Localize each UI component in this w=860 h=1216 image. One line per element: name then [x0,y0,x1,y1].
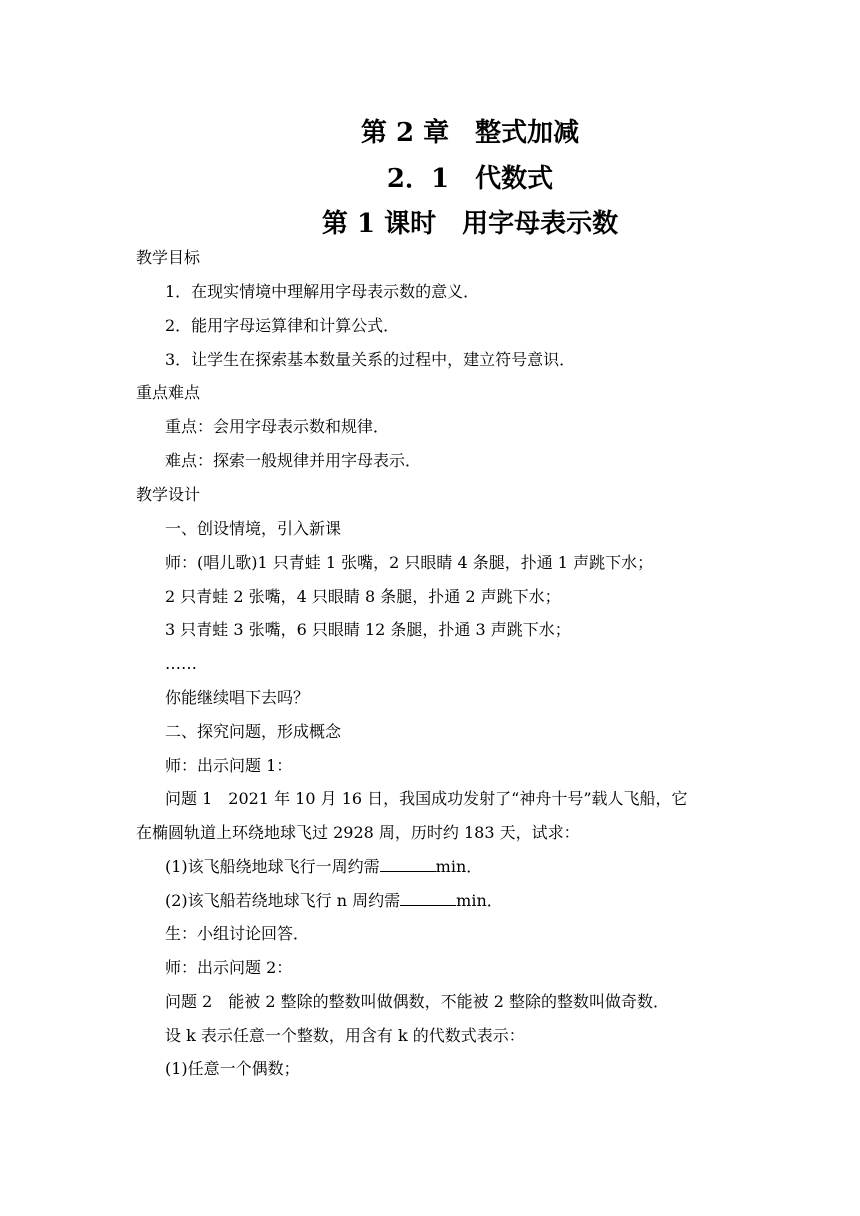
problem2-question1: (1)任意一个偶数； [165,1059,300,1078]
objectives-heading: 教学目标 [136,248,201,267]
lesson-title: 第 1 课时 用字母表示数 [321,209,619,239]
problem1-question2 [165,891,503,911]
part2-heading: 二、探究问题，形成概念 [165,722,342,741]
objective-item: 2．能用字母运算律和计算公式． [165,316,400,335]
student-answer: 生：小组讨论回答． [165,924,310,943]
continue-question: 你能继续唱下去吗？ [165,688,310,707]
part1-heading: 一、创设情境，引入新课 [165,519,342,538]
problem2-text: 设 k 表示任意一个整数，用含有 k 的代数式表示： [165,1026,525,1045]
song-line: 2 只青蛙 2 张嘴，4 只眼睛 8 条腿，扑通 2 声跳下水； [165,587,561,606]
answer-blank [400,891,456,906]
teacher-show-problem2: 师：出示问题 2： [165,958,293,977]
difficulty: 难点：探索一般规律并用字母表示． [165,451,422,470]
answer-blank [380,857,436,872]
question-suffix: min． [435,857,483,876]
problem2-text: 问题 2 能被 2 整除的整数叫做偶数，不能被 2 整除的整数叫做奇数． [165,992,669,1011]
problem1-question1 [165,857,482,877]
key-point: 重点：会用字母表示数和规律． [165,417,390,436]
problem1-text: 在椭圆轨道上环绕地球飞过 2928 周，历时约 183 天，试求： [136,823,580,842]
ellipsis: …… [165,654,197,673]
section-title: 2．1 代数式 [386,164,554,194]
objective-item: 3．让学生在探索基本数量关系的过程中，建立符号意识． [165,350,576,369]
design-heading: 教学设计 [136,485,201,504]
chapter-title: 第 2 章 整式加减 [360,118,580,148]
song-line: 师：(唱儿歌)1 只青蛙 1 张嘴，2 只眼睛 4 条腿，扑通 1 声跳下水； [165,553,654,572]
question-suffix: min． [456,891,503,910]
objective-item: 1．在现实情境中理解用字母表示数的意义． [165,282,480,301]
teacher-show-problem1: 师：出示问题 1： [165,756,293,775]
question-prefix: (1)该飞船绕地球飞行一周约需 [165,857,380,876]
keypoints-heading: 重点难点 [136,383,201,402]
problem1-text: 问题 1 2021 年 10 月 16 日，我国成功发射了“神舟十号”载人飞船，它 [165,789,688,808]
song-line: 3 只青蛙 3 张嘴，6 只眼睛 12 条腿，扑通 3 声跳下水； [165,620,571,639]
question-prefix: (2)该飞船若绕地球飞行 n 周约需 [165,891,401,910]
